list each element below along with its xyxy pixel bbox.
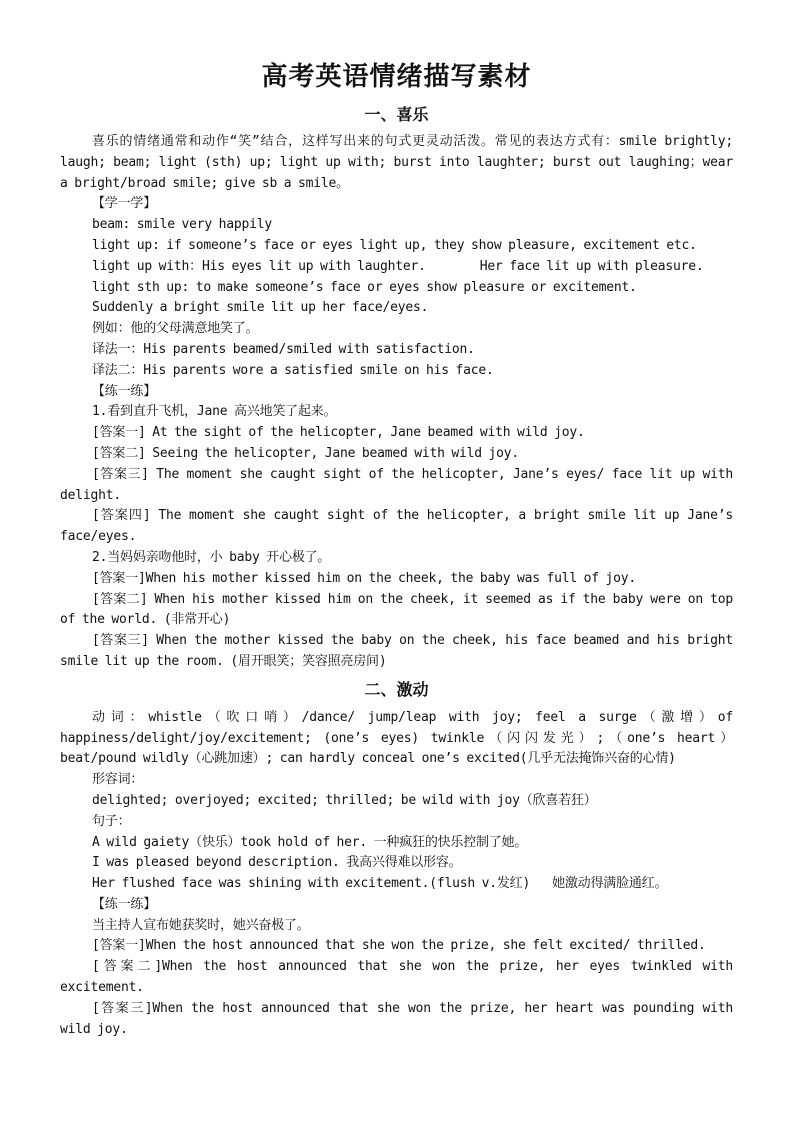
example-a: light up with：His eyes lit up with laughter. [92, 258, 426, 274]
flushed-chinese: 她激动得满脸通红。 [552, 876, 668, 892]
answer-line: [答案一]When the host announced that she won the prize, she felt excited/ thrilled. [92, 938, 706, 954]
adjective-line: delighted; overjoyed; excited; thrilled; be wild with joy（欣喜若狂） [92, 792, 597, 808]
question-1: 1.看到直升飞机，Jane 高兴地笑了起来。 [92, 404, 337, 420]
question: 当主持人宣布她获奖时，她兴奋极了。 [92, 917, 310, 933]
practice-label: 【练一练】 [92, 896, 157, 912]
answer-line: [答案二]When the host announced that she won the prize, her eyes twinkled with excitement. [60, 959, 733, 996]
verbs-paragraph: 动词：whistle（吹口哨）/dance/ jump/leap with joy; feel a surge（激增）of happiness/delight/joy/excitement; (one’s eyes) twinkle（闪闪发光）;（one’s heart） beat/pound wildly（心跳加速）; can hardly conceal one’s excited(几乎无法掩饰兴奋的心情) [60, 709, 733, 767]
adjective-label: 形容词： [92, 772, 144, 788]
answer-line: [答案三] The moment she caught sight of the helicopter, Jane’s eyes/ face lit up with delight. [60, 466, 733, 503]
section-heading-excitement: 二、激动 [364, 679, 429, 699]
sentence-line-flushed [60, 874, 733, 895]
learn-label: 【学一学】 [92, 196, 157, 212]
learn-line: 译法二：His parents wore a satisfied smile on his face. [92, 362, 494, 378]
document-title: 高考英语情绪描写素材 [261, 62, 532, 92]
joy-intro-paragraph: 喜乐的情绪通常和动作“笑”结合，这样写出来的句式更灵动活泼。常见的表达方式有：smile brightly; laugh; beam; light (sth) up; light up with; burst into laughter; burst out laughing；wear a bright/broad smile; give sb a smile。 [60, 134, 733, 191]
answer-line: [答案一] At the sight of the helicopter, Jane beamed with wild joy. [92, 425, 585, 441]
learn-line: 例如：他的父母满意地笑了。 [92, 321, 259, 337]
example-b: Her face lit up with pleasure. [479, 258, 704, 274]
sentence-line: I was pleased beyond description. 我高兴得难以形容。 [92, 855, 462, 871]
answer-line: [答案四] The moment she caught sight of the helicopter, a bright smile lit up Jane’s face/eyes. [60, 508, 733, 545]
learn-line: Suddenly a bright smile lit up her face/eyes. [92, 300, 429, 316]
sentence-line: A wild gaiety（快乐）took hold of her. 一种疯狂的快乐控制了她。 [92, 834, 528, 850]
question-2: 2.当妈妈亲吻他时，小 baby 开心极了。 [92, 549, 331, 565]
learn-line-light-up-with [60, 257, 733, 278]
learn-line: light up: if someone’s face or eyes light up, they show pleasure, excitement etc. [92, 237, 697, 253]
learn-line: 译法一：His parents beamed/smiled with satisfaction. [92, 341, 475, 357]
practice-label: 【练一练】 [92, 383, 157, 399]
learn-line: beam: smile very happily [92, 217, 273, 233]
flushed-english: Her flushed face was shining with excitement.(flush v.发红) [92, 876, 531, 892]
answer-line: [答案二] When his mother kissed him on the cheek, it seemed as if the baby were on top of the world. (非常开心) [60, 591, 733, 628]
learn-line: light sth up: to make someone’s face or eyes show pleasure or excitement. [92, 279, 637, 295]
section-heading-joy: 一、喜乐 [364, 105, 429, 124]
answer-line: [答案三]When the host announced that she won the prize, her heart was pounding with wild joy. [60, 1000, 733, 1037]
answer-line: [答案一]When his mother kissed him on the cheek, the baby was full of joy. [92, 570, 637, 586]
sentence-label: 句子： [92, 813, 131, 829]
answer-line: [答案二] Seeing the helicopter, Jane beamed with wild joy. [92, 445, 519, 461]
answer-line: [答案三] When the mother kissed the baby on the cheek, his face beamed and his bright smile lit up the room. (眉开眼笑；笑容照亮房间) [60, 633, 733, 669]
